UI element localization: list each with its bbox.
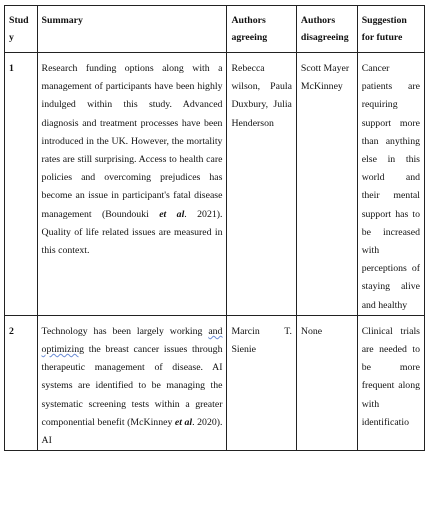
study-number: 2	[5, 315, 38, 450]
authors-agreeing-cell: Rebecca wilson, Paula Duxbury, Julia Henderson	[227, 53, 296, 316]
summary-text-start: Technology has been largely working	[41, 325, 209, 337]
study-number: 1	[5, 53, 38, 316]
summary-text: the breast cancer issues through therapeutic management of disease. AI systems are identified to be managing the systematic screening tests within a greater componential benefit (McKinney	[41, 344, 223, 428]
summary-cell	[37, 53, 227, 316]
authors-disagreeing-cell: Scott Mayer McKinney	[296, 53, 357, 316]
table-header-row	[5, 6, 425, 53]
summary-etal: et al	[174, 416, 193, 428]
literature-review-table	[4, 5, 425, 451]
summary-text-end: . 2021). Quality of life related issues are measured in this context.	[41, 208, 223, 257]
table-row	[5, 315, 425, 450]
authors-agreeing-cell: Marcin T. Sienie	[227, 315, 296, 450]
header-authors-disagreeing: Authors disagreeing	[296, 6, 357, 53]
summary-etal: et al	[159, 208, 185, 220]
header-suggestion: Suggestion for future	[357, 6, 424, 53]
summary-text: Research funding options along with a management of participants have been highly indulged within this study. Advanced diagnosis and treatment processes have been introduced in the UK. However, the mortality rates are still surprising. Access to health care policies and overcoming prejudices has become an issue in participant's fatal disease management (Boundouki	[41, 63, 223, 220]
header-summary: Summary	[37, 6, 227, 53]
spellcheck-underlined-text: and optimizing	[41, 325, 223, 356]
header-study: Study	[5, 6, 38, 53]
summary-cell	[37, 315, 227, 450]
document-page	[4, 5, 425, 517]
authors-disagreeing-cell: None	[296, 315, 357, 450]
table-row	[5, 53, 425, 316]
suggestion-cell: Cancer patients are requiring support more than anything else in this world and their mental support has to be increased with perceptions of staying alive and healthy	[357, 53, 424, 316]
suggestion-cell: Clinical trials are needed to be more frequent along with identificatio	[357, 315, 424, 450]
header-authors-agreeing: Authors agreeing	[227, 6, 296, 53]
summary-text-end: . 2020). AI	[41, 416, 223, 447]
